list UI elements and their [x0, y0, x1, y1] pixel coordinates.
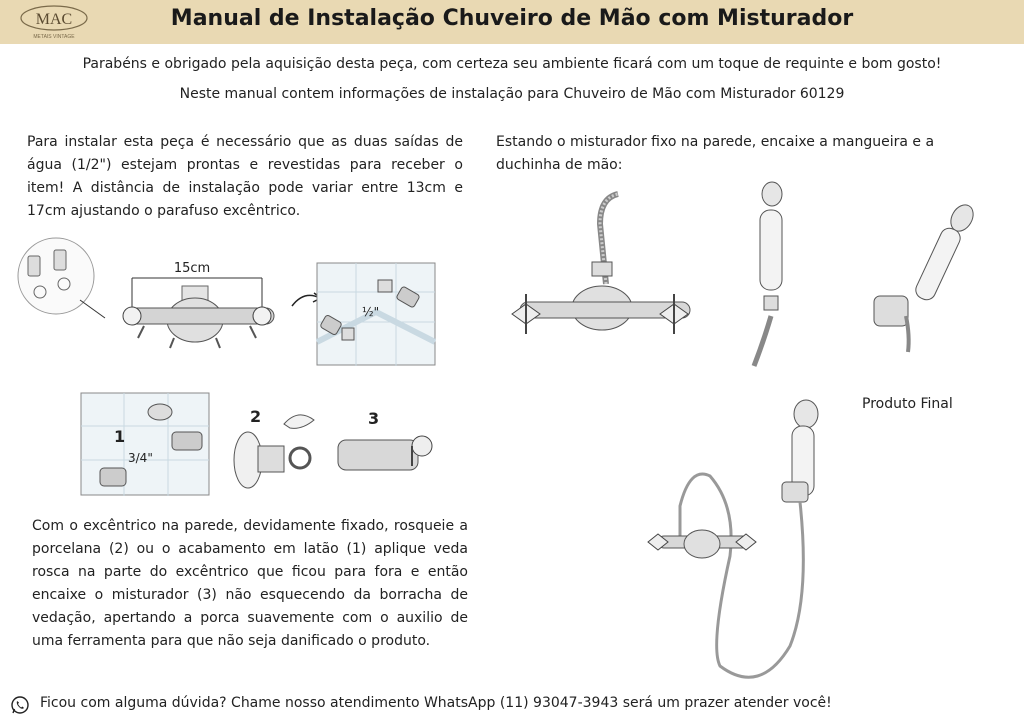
part-label-1: 1: [114, 427, 126, 446]
whatsapp-icon: [10, 695, 30, 715]
logo-subtext: METAIS VINTAGE: [33, 34, 75, 40]
step2-text: Estando o misturador fixo na parede, encaixe a mangueira e a duchinha de mão:: [496, 134, 935, 173]
hand-shower-parts-illustration: [742, 180, 792, 370]
intro-line-1: Parabéns e obrigado pela aquisição desta peça, com certeza seu ambiente ficará com um toque de requinte e bom gosto!: [82, 56, 942, 72]
step1-text: Para instalar esta peça é necessário que as duas saídas de água (1/2") estejam prontas e revestidas para receber o item! A distância de instalação pode variar entre 13cm e 17cm ajustando o parafuso excêntrico.: [27, 134, 463, 219]
thread-label: 3/4": [128, 451, 153, 465]
part-label-2: 2: [250, 407, 262, 426]
wall-pipes-illustration: [316, 262, 436, 366]
footer-text: Ficou com alguma dúvida? Chame nosso atendimento WhatsApp (11) 93047-3943 será um prazer atender você!: [40, 695, 832, 711]
pipe-label: ½": [362, 305, 380, 319]
logo-text: MAC: [35, 11, 73, 28]
brass-finish-illustration: [80, 392, 210, 496]
hand-shower-holder-illustration: [866, 196, 986, 356]
dimension-label: 15cm: [173, 261, 211, 276]
mixer-with-hose-illustration: [500, 184, 700, 364]
mixer-dimension-illustration: [104, 256, 294, 366]
header-bar: [0, 0, 1024, 44]
step3-text: Com o excêntrico na parede, devidamente fixado, rosqueie a porcelana (2) ou o acabamento em latão (1) aplique veda rosca na parte do excêntrico que ficou para fora e então encaixe o misturador (3) não esquecendo da borracha de vedação, apertando a porca suavemente com o auxilio de uma ferramenta para que não seja danificado o produto.: [32, 518, 468, 649]
intro-line-2: Neste manual contem informações de instalação para Chuveiro de Mão com Misturador 60129: [179, 86, 845, 102]
final-product-illustration: [640, 396, 840, 696]
part-label-3: 3: [368, 409, 380, 428]
footer: [10, 694, 1014, 716]
final-product-label: Produto Final: [862, 396, 953, 412]
page-title: Manual de Instalação Chuveiro de Mão com Misturador: [170, 6, 854, 31]
eccentric-parts-illustration: [10, 236, 110, 326]
porcelain-mixer-illustration: [228, 406, 448, 496]
